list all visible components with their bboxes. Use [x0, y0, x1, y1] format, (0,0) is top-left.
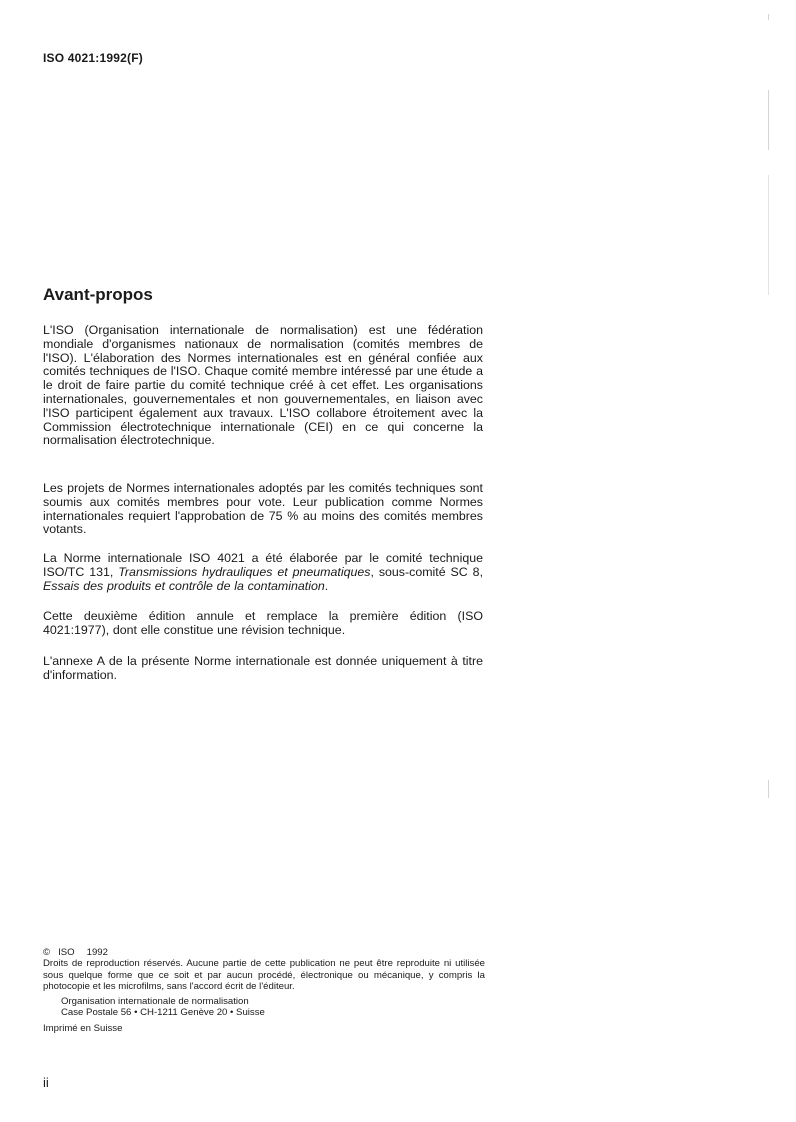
- scan-artifact-line: [768, 90, 769, 150]
- copyright-year: 1992: [86, 947, 108, 958]
- committee-title-italic: Transmissions hydrauliques et pneumatiques: [118, 564, 371, 579]
- copyright-line: [43, 947, 485, 958]
- section-title: Avant-propos: [43, 285, 153, 304]
- paragraph-annex-note: L'annexe A de la présente Norme internationale est donnée uniquement à titre d'information.: [43, 654, 483, 682]
- subcommittee-title-italic: Essais des produits et contrôle de la contamination: [43, 578, 325, 593]
- organization-name: Organisation internationale de normalisation: [61, 996, 249, 1008]
- paragraph-standard-origin: [43, 552, 483, 593]
- copyright-org: ISO: [58, 947, 75, 958]
- paragraph-standard-origin-text-3: .: [324, 578, 329, 593]
- copyright-symbol: ©: [43, 947, 51, 958]
- scan-artifact-line: [768, 175, 769, 295]
- organization-address: Case Postale 56 • CH-1211 Genève 20 • Suisse: [61, 1007, 265, 1019]
- reproduction-rights-text: Droits de reproduction réservés. Aucune partie de cette publication ne peut être reproduite ni utilisée sous quelque forme que ce soit et par aucun procédé, électronique ou mécanique, y compris la photocopie et les microfilms, sans l'accord écrit de l'éditeur.: [43, 958, 485, 992]
- paragraph-iso-intro: L'ISO (Organisation internationale de normalisation) est une fédération mondiale d'organismes nationaux de normalisation (comités membres de l'ISO). L'élaboration des Normes internationales est en général confiée aux comités techniques de l'ISO. Chaque comité membre intéressé par une étude a le droit de faire partie du comité technique créé à cet effet. Les organisations internationales, gouvernementales et non gouvernementales, en liaison avec l'ISO participent également aux travaux. L'ISO collabore étroitement avec la Commission électrotechnique internationale (CEI) en ce qui concerne la normalisation électrotechnique.: [43, 323, 483, 448]
- printed-in-note: Imprimé en Suisse: [43, 1022, 123, 1034]
- organization-address-block: [61, 996, 485, 1019]
- paragraph-edition-note: Cette deuxième édition annule et remplace la première édition (ISO 4021:1977), dont elle constitue une révision technique.: [43, 609, 483, 637]
- scan-artifact-line: [768, 780, 769, 798]
- document-header: ISO 4021:1992(F): [43, 51, 143, 65]
- paragraph-draft-standards: Les projets de Normes internationales adoptés par les comités techniques sont soumis aux comités membres pour vote. Leur publication comme Normes internationales requiert l'approbation de 75 % au moins des comités membres votants.: [43, 481, 483, 537]
- page-number: ii: [43, 1075, 49, 1090]
- paragraph-standard-origin-text-1: La Norme internationale ISO 4021 a été élaborée par le comité technique ISO/TC 131,: [43, 551, 483, 579]
- copyright-footer: [43, 947, 485, 1034]
- paragraph-standard-origin-text-2: , sous-comité SC 8,: [370, 564, 484, 579]
- scan-artifact-line: [768, 14, 769, 20]
